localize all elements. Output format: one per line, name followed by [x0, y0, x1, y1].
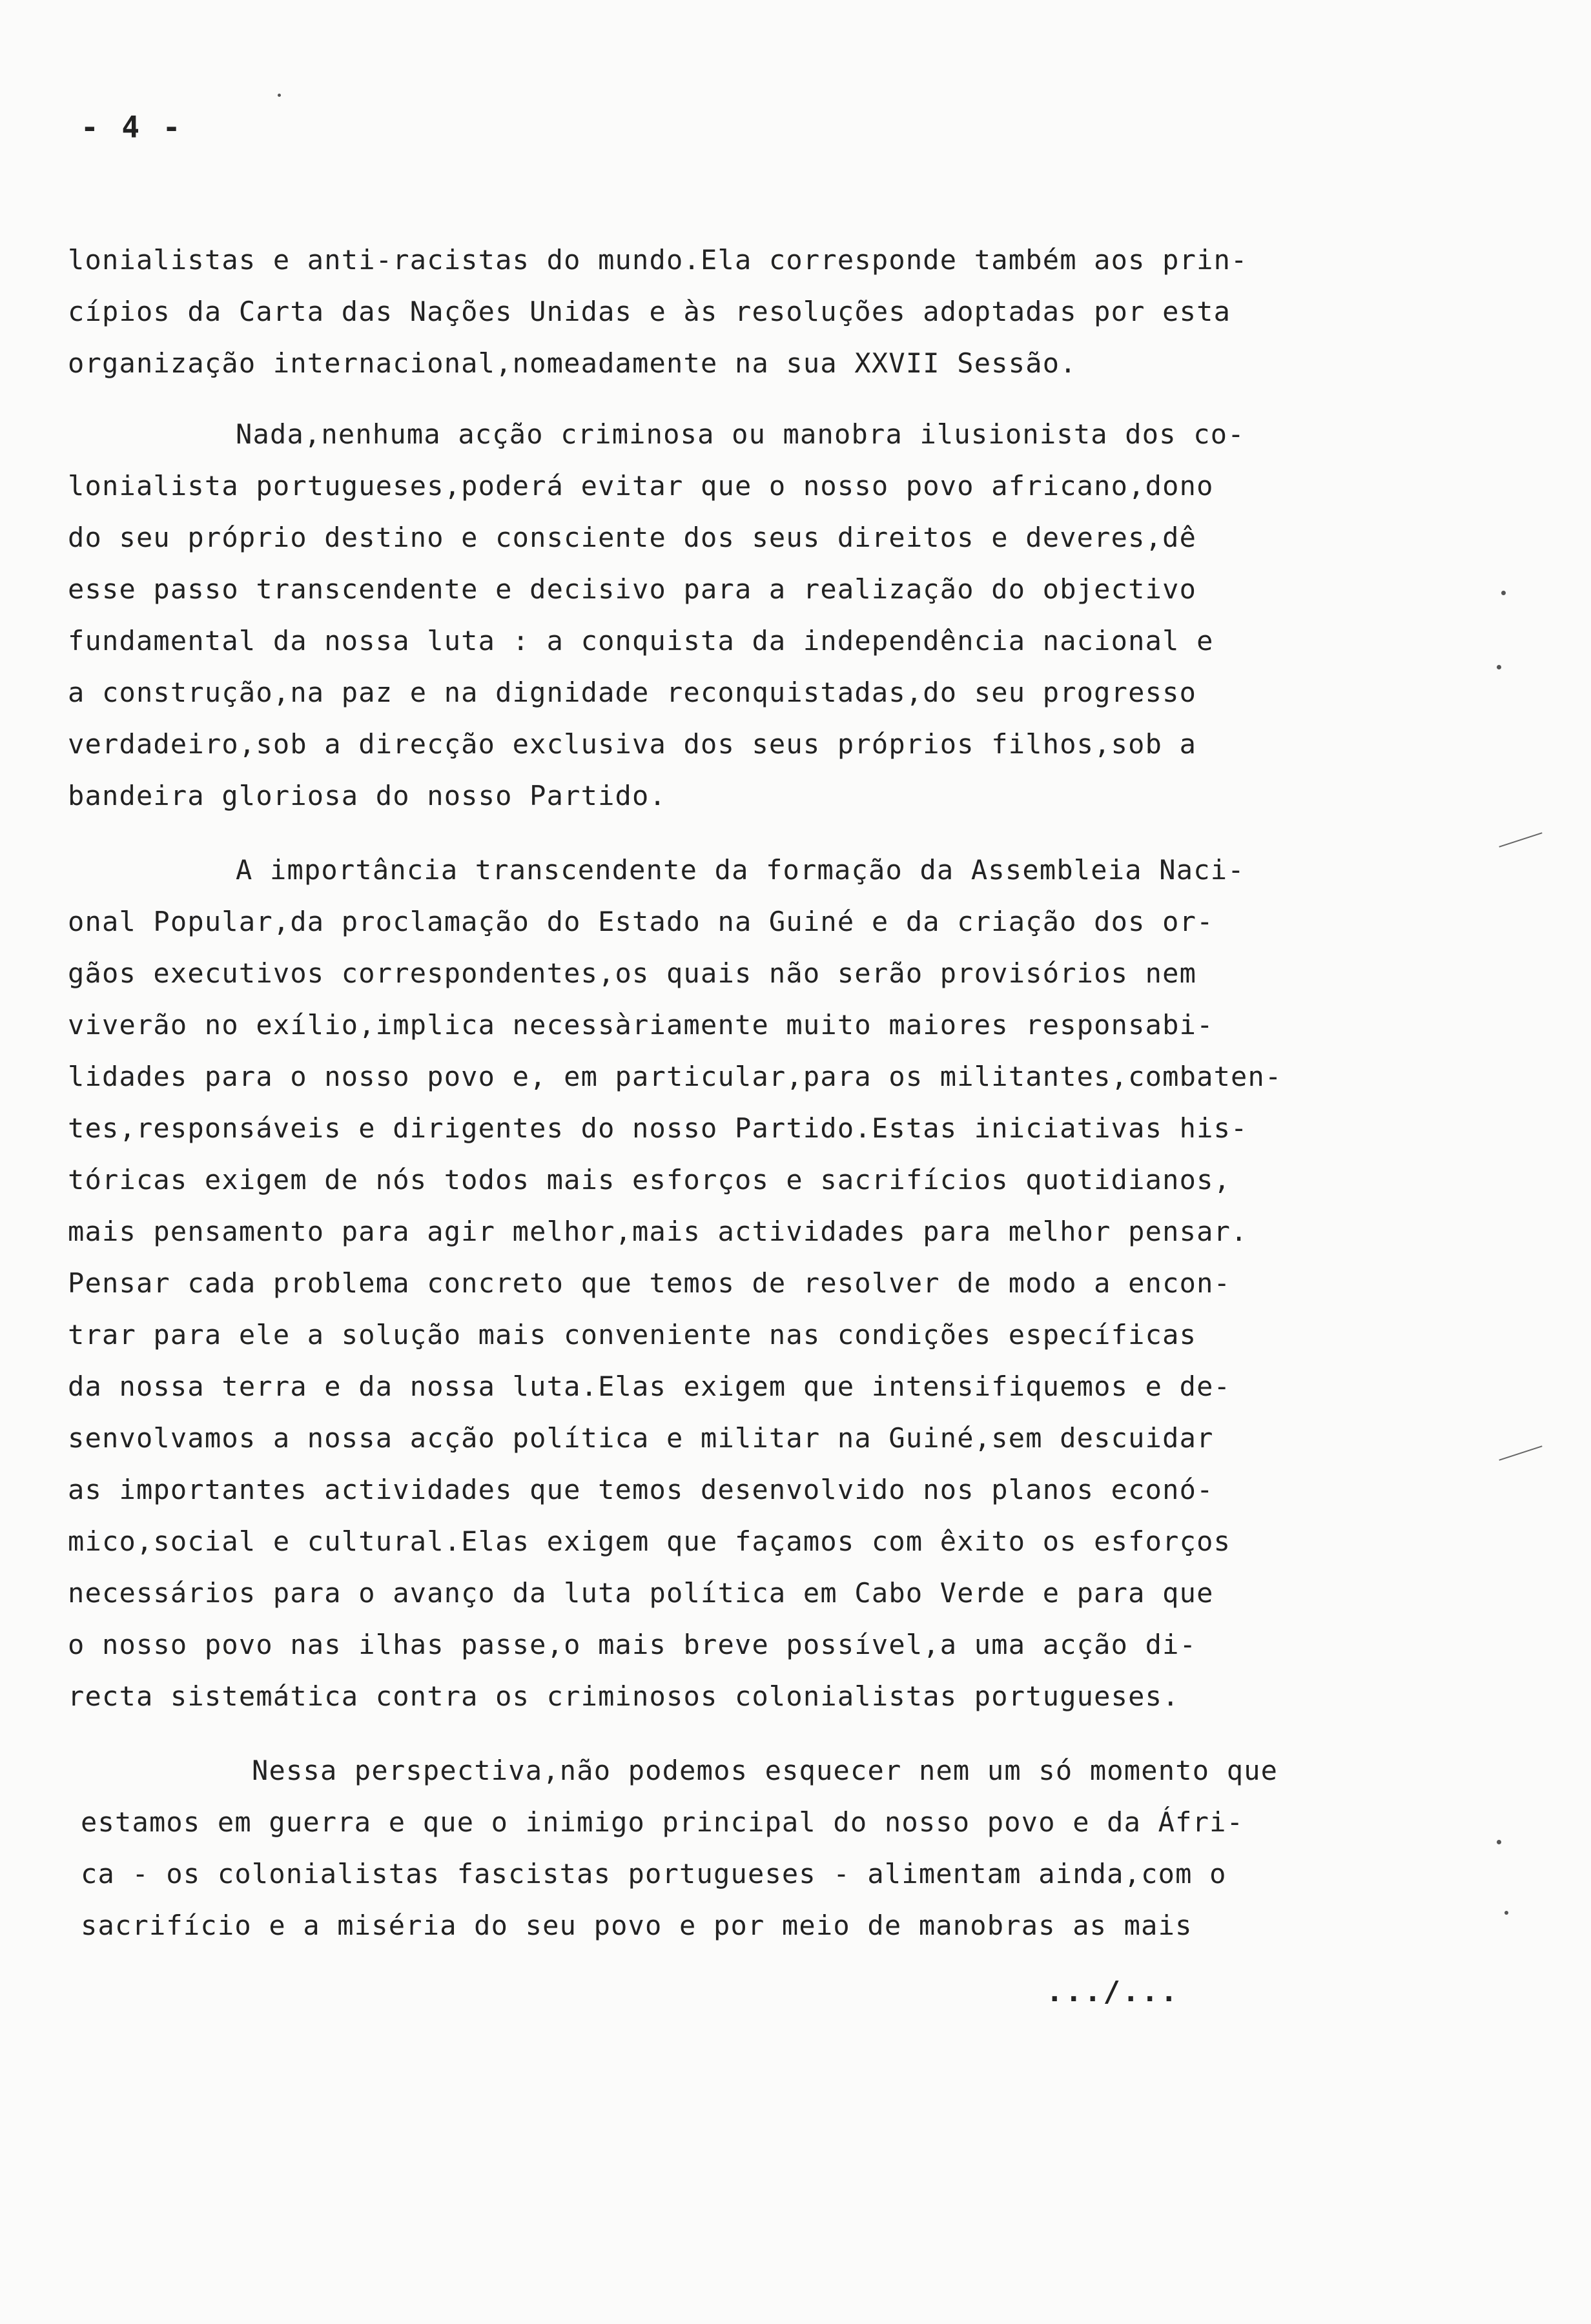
text-line: mico,social e cultural.Elas exigem que façamos com êxito os esforços	[68, 1525, 1231, 1557]
text-line: onal Popular,da proclamação do Estado na Guiné e da criação dos or-	[68, 906, 1214, 937]
page-number: - 4 -	[81, 110, 183, 145]
scan-speck	[1504, 1911, 1508, 1915]
text-line: as importantes actividades que temos desenvolvido nos planos econó-	[68, 1474, 1214, 1505]
text-line: do seu próprio destino e consciente dos seus direitos e deveres,dê	[68, 522, 1197, 553]
text-line: A importância transcendente da formação da Assembleia Naci-	[236, 854, 1245, 886]
text-line: ca - os colonialistas fascistas portugueses - alimentam ainda,com o	[81, 1858, 1227, 1890]
scan-speck	[278, 94, 281, 97]
text-line: necessários para o avanço da luta política em Cabo Verde e para que	[68, 1577, 1214, 1609]
text-line: lonialista portugueses,poderá evitar que o nosso povo africano,dono	[68, 470, 1214, 502]
text-line: organização internacional,nomeadamente na sua XXVII Sessão.	[68, 347, 1077, 379]
text-line: Pensar cada problema concreto que temos de resolver de modo a encon-	[68, 1267, 1231, 1299]
text-line: senvolvamos a nossa acção política e militar na Guiné,sem descuidar	[68, 1422, 1214, 1454]
scan-speck	[1501, 591, 1506, 595]
text-line: o nosso povo nas ilhas passe,o mais breve possível,a uma acção di-	[68, 1629, 1197, 1660]
text-line: trar para ele a solução mais conveniente nas condições específicas	[68, 1319, 1197, 1351]
text-line: Nessa perspectiva,não podemos esquecer nem um só momento que	[252, 1755, 1278, 1786]
text-line: recta sistemática contra os criminosos colonialistas portugueses.	[68, 1680, 1180, 1712]
text-line: viverão no exílio,implica necessàriamente muito maiores responsabi-	[68, 1009, 1214, 1041]
text-line: verdadeiro,sob a direcção exclusiva dos seus próprios filhos,sob a	[68, 728, 1197, 760]
text-line: estamos em guerra e que o inimigo principal do nosso povo e da Áfri-	[81, 1806, 1244, 1838]
text-line: cípios da Carta das Nações Unidas e às resoluções adoptadas por esta	[68, 296, 1231, 327]
text-line: bandeira gloriosa do nosso Partido.	[68, 780, 667, 811]
margin-mark	[1499, 1445, 1542, 1461]
text-line: esse passo transcendente e decisivo para a realização do objectivo	[68, 573, 1197, 605]
text-line: mais pensamento para agir melhor,mais actividades para melhor pensar.	[68, 1216, 1248, 1247]
text-line: fundamental da nossa luta : a conquista da independência nacional e	[68, 625, 1214, 657]
scan-speck	[1497, 1840, 1501, 1844]
text-line: lonialistas e anti-racistas do mundo.Ela corresponde também aos prin-	[68, 244, 1248, 276]
text-line: gãos executivos correspondentes,os quais não serão provisórios nem	[68, 957, 1197, 989]
text-line: tóricas exigem de nós todos mais esforços e sacrifícios quotidianos,	[68, 1164, 1231, 1196]
text-line: da nossa terra e da nossa luta.Elas exigem que intensifiquemos e de-	[68, 1371, 1231, 1402]
text-line: a construção,na paz e na dignidade reconquistadas,do seu progresso	[68, 677, 1197, 708]
text-line: lidades para o nosso povo e, em particular,para os militantes,combaten-	[68, 1061, 1282, 1092]
text-line: Nada,nenhuma acção criminosa ou manobra ilusionista dos co-	[236, 418, 1245, 450]
text-line: tes,responsáveis e dirigentes do nosso Partido.Estas iniciativas his-	[68, 1112, 1248, 1144]
continuation-mark: .../...	[1046, 1975, 1180, 2008]
text-line: sacrifício e a miséria do seu povo e por meio de manobras as mais	[81, 1910, 1193, 1941]
margin-mark	[1499, 832, 1542, 848]
scan-speck	[1497, 665, 1501, 669]
